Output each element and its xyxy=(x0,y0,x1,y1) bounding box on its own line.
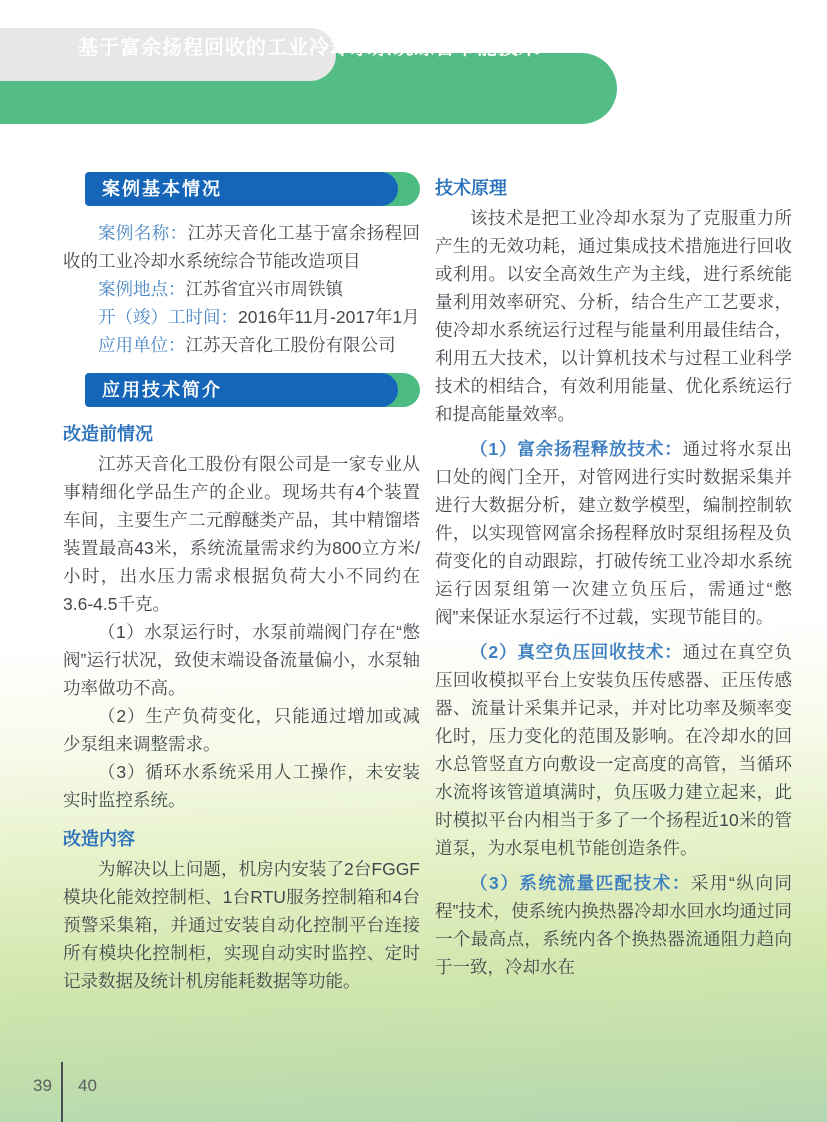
banner-label: 案例基本情况 xyxy=(85,172,398,206)
tech-point xyxy=(435,869,792,981)
case-unit-label: 应用单位： xyxy=(98,335,186,355)
before-paragraph: （1）水泵运行时，水泵前端阀门存在“憋阀”运行状况，致使末端设备流量偏小，水泵轴功率做功不高。 xyxy=(63,622,420,698)
tech-point-lead: （1）富余扬程释放技术： xyxy=(470,439,683,459)
section-banner-tech xyxy=(63,373,420,407)
tech-point-text: 通过在真空负压回收模拟平台上安装负压传感器、正压传感器、流量计采集并记录，并对比功率及频率变化时，压力变化的范围及影响。在冷却水的回水总管竖直方向敷设一定高度的高管，当循环水流将该管道填满时，负压吸力建立起来，此时模拟平台内相当于多了一个扬程近10米的管道泵，为水泵电机节能创造条件。 xyxy=(435,642,792,858)
tech-point-lead: （3）系统流量匹配技术： xyxy=(470,873,691,893)
case-name-label: 案例名称： xyxy=(98,223,188,243)
before-paragraph: 江苏天音化工股份有限公司是一家专业从事精细化学品生产的企业。现场共有4个装置车间，主要生产二元醇醚类产品，其中精馏塔装置最高43米，系统流量需求约为800立方米/小时，出水压力需求根据负荷大小不同约在3.6-4.5千克。 xyxy=(63,454,420,614)
principle-intro: 该技术是把工业冷却水泵为了克服重力所产生的无效功耗，通过集成技术措施进行回收或利用。以安全高效生产为主线，进行系统能量利用效率研究、分析，结合生产工艺要求，使冷却水系统运行过程与能量利用最佳结合，利用五大技术，以计算机技术与过程工业科学技术的相结合，有效利用能量、优化系统运行和提高能量效率。 xyxy=(435,208,792,424)
before-heading: 改造前情况 xyxy=(63,424,153,444)
before-paragraph: （2）生产负荷变化，只能通过增加或减少泵组来调整需求。 xyxy=(63,706,420,754)
page-number-left: 39 xyxy=(33,1076,52,1095)
case-time-label: 开（竣）工时间： xyxy=(98,307,238,327)
case-time-row xyxy=(63,303,420,331)
content-heading: 改造内容 xyxy=(63,829,135,849)
case-name-row xyxy=(63,219,420,275)
page-title: 基于富余扬程回收的工业冷却水系统综合节能技术 xyxy=(78,37,540,59)
case-location-label: 案例地点： xyxy=(98,279,186,299)
banner-label: 应用技术简介 xyxy=(85,373,398,407)
case-location-value: 江苏省宜兴市周铁镇 xyxy=(185,279,343,299)
right-column xyxy=(435,172,792,995)
footer-divider xyxy=(61,1062,63,1122)
case-name-value: 江苏天音化工基于富余扬程回收的工业冷却水系统综合节能改造项目 xyxy=(63,223,421,271)
case-unit-value: 江苏天音化工股份有限公司 xyxy=(185,335,396,355)
left-column xyxy=(63,172,420,995)
case-time-value: 2016年11月-2017年1月 xyxy=(238,307,420,327)
content-paragraph: 为解决以上问题，机房内安装了2台FGGF模块化能效控制柜、1台RTU服务控制箱和4台预警采集箱，并通过安装自动化控制平台连接所有模块化控制柜，实现自动实时监控、定时记录数据及统计机房能耗数据等功能。 xyxy=(63,859,420,991)
tech-point-lead: （2）真空负压回收技术： xyxy=(470,642,683,662)
case-unit-row xyxy=(63,331,420,359)
tech-point xyxy=(435,638,792,862)
tech-point-text: 采用“纵向同程”技术，使系统内换热器冷却水回水均通过同一个最高点，系统内各个换热器流通阻力趋向于一致，冷却水在 xyxy=(435,873,793,977)
content-columns xyxy=(63,172,792,995)
tech-point xyxy=(435,435,792,631)
case-location-row xyxy=(63,275,420,303)
page-number-right: 40 xyxy=(78,1076,97,1095)
section-banner-case xyxy=(63,172,420,206)
tech-point-text: 通过将水泵出口处的阀门全开，对管网进行实时数据采集并进行大数据分析，建立数学模型，编制控制软件，以实现管网富余扬程释放时泵组扬程及负荷变化的自动跟踪，打破传统工业冷却水系统运行因泵组第一次建立负压后，需通过“憋阀”来保证水泵运行不过载，实现节能目的。 xyxy=(435,439,792,627)
principle-heading: 技术原理 xyxy=(435,178,507,198)
before-paragraph: （3）循环水系统采用人工操作，未安装实时监控系统。 xyxy=(63,762,420,810)
